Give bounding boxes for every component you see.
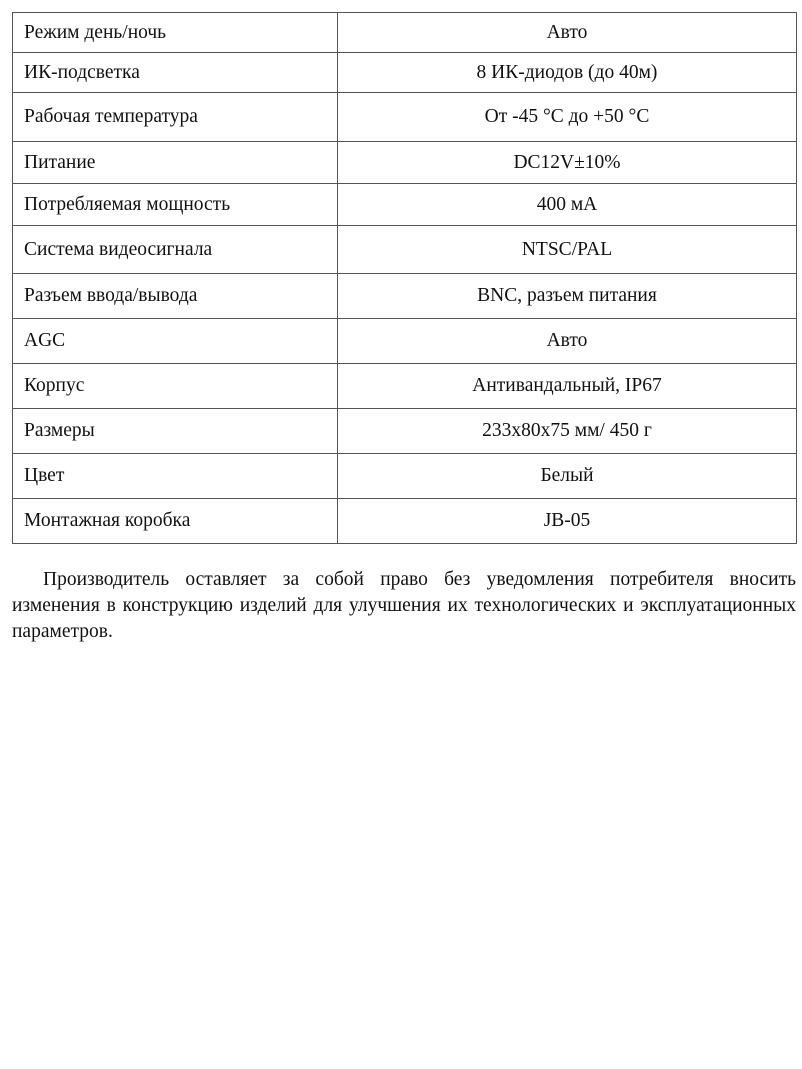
table-row (13, 319, 797, 364)
table-row (13, 274, 797, 319)
param-value: 233х80х75 мм/ 450 г (338, 409, 797, 454)
param-value: Антивандальный, IP67 (338, 364, 797, 409)
param-value: Белый (338, 454, 797, 499)
table-row (13, 93, 797, 142)
param-name: Режим день/ночь (13, 13, 338, 53)
table-row (13, 409, 797, 454)
param-name: Монтажная коробка (13, 499, 338, 544)
param-name: Рабочая температура (13, 93, 338, 142)
param-value: DC12V±10% (338, 142, 797, 184)
param-name: Потребляемая мощность (13, 184, 338, 226)
param-value: NTSC/PAL (338, 226, 797, 274)
table-row (13, 364, 797, 409)
param-name: Система видеосигнала (13, 226, 338, 274)
table-row (13, 53, 797, 93)
spec-table (12, 12, 797, 544)
table-row (13, 226, 797, 274)
table-row (13, 142, 797, 184)
param-value: 8 ИК-диодов (до 40м) (338, 53, 797, 93)
param-value: BNC, разъем питания (338, 274, 797, 319)
param-name: Цвет (13, 454, 338, 499)
table-row (13, 13, 797, 53)
param-name: AGC (13, 319, 338, 364)
param-name: Разъем ввода/вывода (13, 274, 338, 319)
param-value: От -45 °С до +50 °С (338, 93, 797, 142)
param-value: JB-05 (338, 499, 797, 544)
param-value: Авто (338, 13, 797, 53)
param-name: ИК-подсветка (13, 53, 338, 93)
table-row (13, 184, 797, 226)
param-name: Корпус (13, 364, 338, 409)
table-row (13, 499, 797, 544)
table-row (13, 454, 797, 499)
param-name: Питание (13, 142, 338, 184)
param-value: 400 мА (338, 184, 797, 226)
param-name: Размеры (13, 409, 338, 454)
manufacturer-notice: Производитель оставляет за собой право без уведомления потребителя вносить изменения в конструкцию изделий для улучшения их технологических и эксплуатационных параметров. (12, 569, 796, 642)
param-value: Авто (338, 319, 797, 364)
